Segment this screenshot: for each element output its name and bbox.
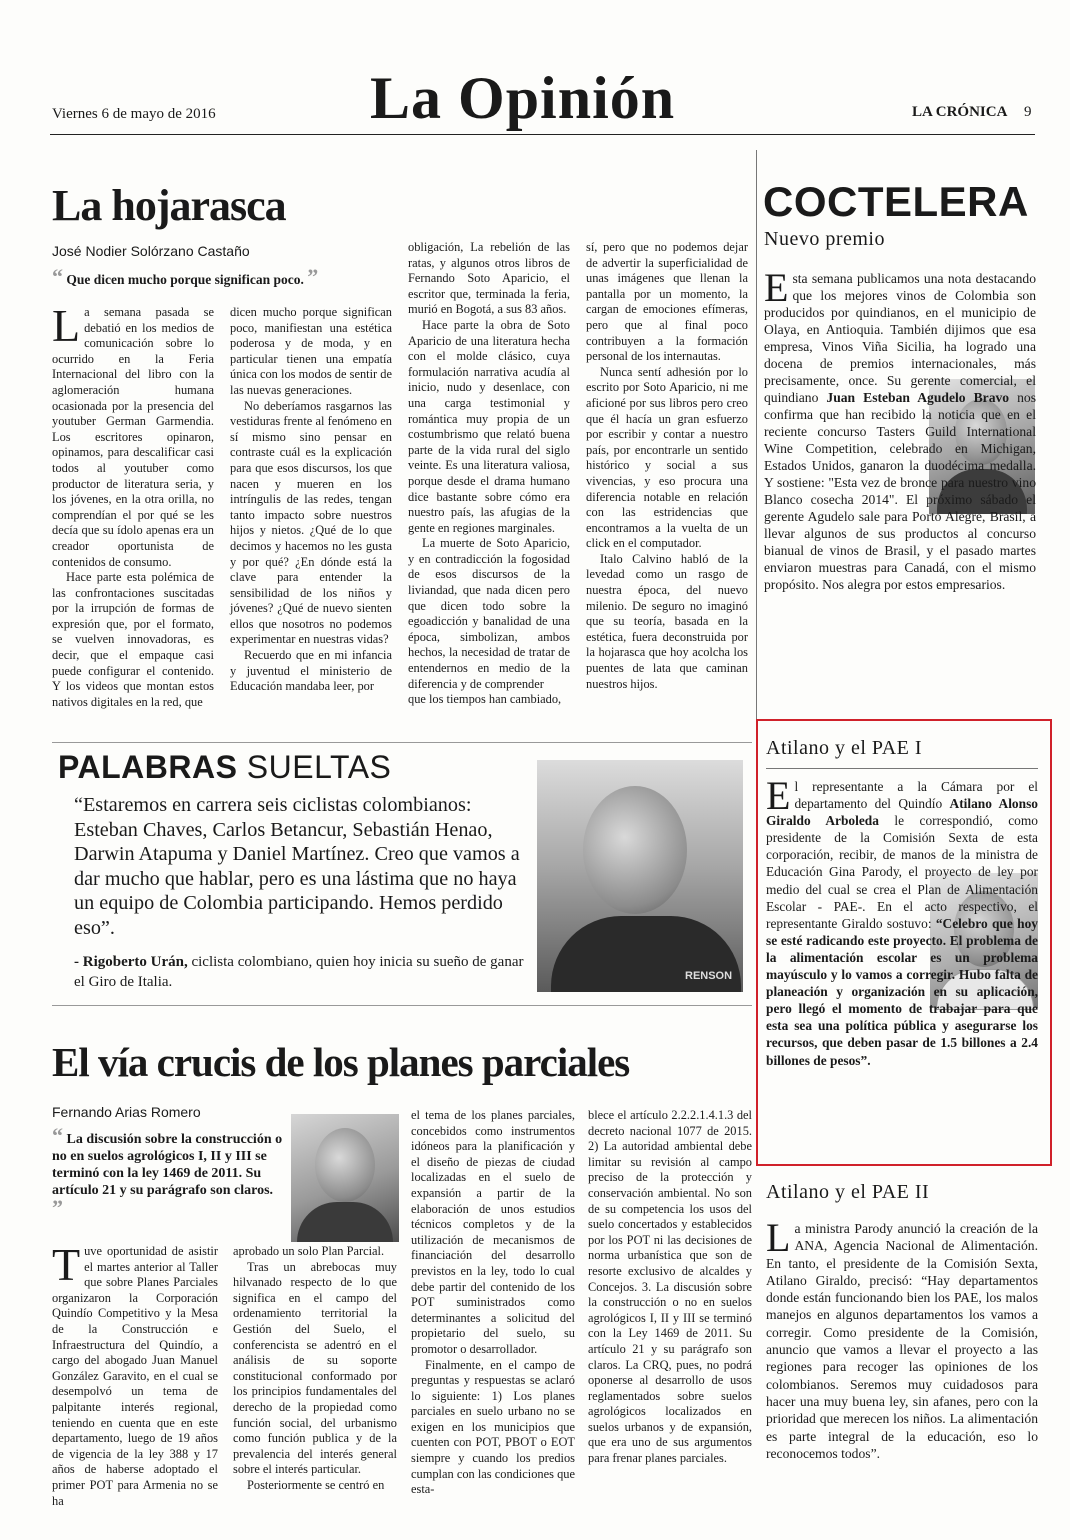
open-quote-icon: “: [52, 1123, 63, 1148]
palabras-quote: “Estaremos en carrera seis ciclistas colombianos: Esteban Chaves, Carlos Betancur, Sebastián Henao, Darwin Atapuma y Daniel Martínez. Creo que vamos a dar mucho que hablar, pero es una lástima que no haya un equipo de Colombia participando. Hemos perdido eso”.: [74, 794, 520, 939]
bold-name: Atilano Alonso Giraldo Arboleda: [766, 796, 1038, 829]
dropcap: L: [766, 1215, 791, 1260]
face-shape: [583, 786, 687, 914]
dropcap: E: [764, 265, 789, 310]
pullquote-text: Que dicen mucho porque significan poco.: [66, 272, 304, 287]
masthead: La Opinión: [370, 65, 676, 131]
paragraph: que los tiempos han cambiado,: [408, 692, 562, 707]
dropcap: L: [52, 300, 81, 351]
bold-name: Juan Esteban Agudelo Bravo: [826, 390, 1010, 405]
coctelera-subtitle: Nuevo premio: [764, 228, 885, 250]
article-author: José Nodier Solórzano Castaño: [52, 243, 250, 259]
paragraph: Posteriormente se centró en: [247, 1477, 385, 1492]
body-text: nos confirma que han recibido la noticia que en el reciente concurso Tasters Guild International Wine Competition, celebrado en Michigan, Estados Unidos, ganaron la duodécima medalla. Y sostiene: "Esta vez de bronce para nuestro vino Blanco cosecha 2014". El próximo sábado el gerente Agudelo sale para Porto Alegre, Brasil, a llevar algunos de sus productos al concurso bianual de vinos de Brasil, y el pasado martes enviaron muestras para Canadá, con el mismo propósito. Nos alegra por estos empresarios.: [764, 390, 1037, 592]
pae1-body: [766, 773, 1038, 1069]
palabras-title: [58, 749, 391, 786]
paragraph: No deberíamos rasgarnos las vestiduras frente al fenómeno en sí mismo sino pensar en contraste cuál es la explicación para que esos discursos, los que nacen y mueren en los intríngulis de las redes, tengan tanto impacto sobre nuestros hijos y nietos. ¿Qué de lo que decimos y hacemos no les gusta y por qué? ¿En dónde está la clave para entender la sensibilidad de los niños y jóvenes? ¿Qué de nuevo sienten ellos que nosotros no podemos experimentar en nuestras vidas?: [230, 398, 392, 647]
body-text: a ministra Parody anunció la creación de la ANA, Agencia Nacional de Alimentación. En tanto, el presidente de la Comisión Sexta, Atilano Giraldo, precisó: “Hay departamentos donde están funcionando bien los PAE, los malos manejos en algunos departamentos los vamos a corregir. Como presidente de la Comisión, anuncio que vamos a llevar el proyecto a las regiones para recoger las opiniones de los colombianos. Seremos muy cuidadosos para hacer una muy buena ley, sin afanes, pero con la prioridad que merecen los niños. La alimentación es parte integral de la educación, eso lo reconocemos todos”.: [766, 1221, 1038, 1461]
dropcap: E: [766, 773, 791, 818]
portrait-photo-uran: [537, 760, 743, 992]
edition-date: Viernes 6 de mayo de 2016: [52, 106, 216, 122]
jersey-text: RENSON: [685, 970, 733, 982]
paragraph: aprobado un solo Plan Parcial.: [233, 1244, 385, 1258]
pullquote: [52, 264, 318, 290]
paragraph: dicen mucho porque significan poco, manifiestan una estética poderosa y de moda, y en particular tienen una empatía única con los modos de sentir de las nuevas generaciones.: [230, 305, 392, 397]
shoulders-shape: [297, 1202, 393, 1242]
pullquote-text: La discusión sobre la construcción o no en suelos agrológicos I, II y III se terminó con la ley 1469 de 2011. Su artículo 21 y su parágrafo son claros.: [52, 1132, 283, 1198]
viacrucis-column-3: [411, 1108, 575, 1498]
pae2-body: [766, 1215, 1038, 1462]
attribution-rest: ciclista colombiano, quien hoy inicia su sueño de ganar el Giro de Italia.: [74, 954, 524, 990]
paragraph: obligación, La rebelión de las ratas, y algunos otros libros de Fernando Soto Aparicio, el escritor que, terminada la feria, murió en Bogotá, a sus 83 años.: [408, 240, 570, 317]
viacrucis-column-1: [52, 1239, 218, 1509]
bold-quote: “Celebro que hoy se esté radicando este proyecto. El problema de la alimentación escolar es un problema mayúsculo y lo vamos a corregir. Hubo falta de planeación y organización en su aplicación, pero llegó el momento de trabajar para que esta sea una política pública y asegurarse los recursos, que deben pasar de 1.5 billones a 2.4 billones de pesos”.: [766, 915, 1038, 1068]
coctelera-body: [764, 265, 1037, 593]
paragraph: Hace parte la obra de Soto Aparicio de una literatura hecha con el molde clásico, cuya formulación narrativa acudía al inicio, nudo y desenlace, con una carga testimonial y romántica muy propia de un costumbrismo que relató buena parte de la vida rural del siglo veinte. Es una literatura valiosa, porque desde el drama humano dice bastante sobre cómo era nuestro país, las afugias de la gente en regiones marginales.: [408, 317, 570, 535]
hojarasca-column-4: [586, 240, 748, 692]
open-quote-icon: “: [52, 264, 63, 289]
face-shape: [315, 1128, 375, 1202]
section-rule: [52, 742, 752, 743]
paragraph: a semana pasada se debatió en los medios de comunicación sobre lo ocurrido en la Feria Internacional del libro con la aglomeración humana ocasionada por la presencia del youtuber German Garmendia. Los escritores opinaron, opinamos, para descalificar casi todos al youtuber como productor de literatura seria, y los jóvenes, en la otra orilla, no comprendían el por qué se les decía que su ídolo apenas era un creador oportunista de contenidos de consumo.: [52, 305, 214, 569]
viacrucis-pullquote: [52, 1123, 284, 1220]
hojarasca-column-3: [408, 240, 570, 708]
palabras-title-bold: PALABRAS: [58, 749, 238, 785]
viacrucis-title: El vía crucis de los planes parciales: [52, 1039, 630, 1085]
paragraph: uve oportunidad de asistir el martes anterior al Taller que sobre Planes Parciales organizaron la Corporación Quindío Competitivo y la Mesa de la Construcción e Infraestructura del Quindío, a cargo del abogado Juan Manuel González Garavito, en el cual se desempolvó un tema de palpitante interés regional, teniendo en cuenta que en este departamento, luego de 19 años de vigencia de la ley 388 y 17 años de haberse adoptado el primer POT para Armenia no se ha: [52, 1244, 218, 1508]
article-title: La hojarasca: [52, 181, 286, 230]
viacrucis-column-4: [588, 1108, 752, 1467]
paragraph: Italo Calvino habló de la levedad como un rasgo de nuestra época, del nuevo milenio. De seguro no imaginó que su teoría, basada en la estética, fuera deconstruida por la hojarasca que hoy acolcha los puentes de lata que caminan nuestros hijos.: [586, 551, 748, 691]
paragraph: La muerte de Soto Aparicio, y en contradicción la fogosidad de esos discursos de la liviandad, que nada dicen pero que dicen todo sobre la egoadicción y banalidad de una época, simbolizan, ambos hechos, la necesidad de tratar de entendernos en medio de la diferencia y de comprender: [408, 536, 570, 691]
dropcap: T: [52, 1239, 81, 1290]
body-text: l representante a la Cámara por el departamento del Quindío: [794, 779, 1038, 812]
hojarasca-column-1: [52, 300, 214, 710]
header-rule: [50, 134, 1035, 135]
paragraph: Nunca sentí adhesión por lo escrito por Soto Aparicio, ni me aficioné por sus libros pero creo que él hacía un gran esfuerzo por escribir y contar a nuestro país, por encontrarle un sentido histórico y social a sus vivencias, y eso procura una diferencia notable en relación con las estridencias que encontramos a la vuelta de un click en el computador.: [586, 364, 748, 551]
body-text: sta semana publicamos una nota destacando que los mejores vinos de Colombia son producidos por quindianos, en el municipio de Olaya, en Antioquia. También dijimos que esa empresa, Vinos Viña Sicilia, ha logrado una docena de premios internacionales, más precisamente, once. Su gerente comercial, el quindiano: [764, 271, 1036, 405]
pae2-title: Atilano y el PAE II: [766, 1181, 930, 1203]
hojarasca-column-2: [230, 305, 392, 695]
paragraph: Tras un abrebocas muy hilvanado respecto de lo que significa en el campo del ordenamiento territorial la Gestión del Suelo, el conferencista se adentró en el análisis de su soporte constitucional conformado por los principios fundamentales del derecho de la propiedad como función social, del urbanismo como función publica y de la prevalencia del interés general sobre el interés particular.: [233, 1259, 397, 1477]
column-divider: [756, 150, 757, 735]
coctelera-title: COCTELERA: [763, 178, 1029, 225]
viacrucis-author: Fernando Arias Romero: [52, 1104, 201, 1120]
title-rule: [766, 768, 1038, 769]
section-name: LA CRÓNICA: [912, 104, 1008, 120]
viacrucis-column-2: [233, 1244, 397, 1494]
close-quote-icon: ”: [307, 264, 319, 289]
palabras-attribution: [74, 952, 534, 992]
portrait-photo-arias: [291, 1114, 399, 1242]
attribution-name: - Rigoberto Urán,: [74, 954, 188, 970]
paragraph: sí, pero que no podemos dejar de advertir la superficialidad de unas imágenes que llenan la pantalla por un momento, la cargan de emociones efímeras, pero que al final poco contribuyen a la formación personal de los internautas.: [586, 240, 748, 364]
body-text: le correspondió, como presidente de la Comisión Sexta de esta corporación, recibir, de manos de la ministra de Educación Gina Parody, el proyecto de ley por medio del cual se crea el Plan de Alimentación Escolar - PAE-. En el acto respectivo, el representante Giraldo sostuvo:: [766, 813, 1038, 931]
paragraph: el tema de los planes parciales, concebidos como instrumentos idóneos para la planificación y el diseño de piezas de ciudad localizadas en el suelo de expansión a partir de la elaboración de unos estudios técnicos completos y de la utilización de mecanismos de financiación del desarrollo previstos en la ley, todo lo cual debe partir del contenido de los POT suministrados como determinantes a solicitud del propietario del suelo, su promotor o desarrollador.: [411, 1108, 575, 1356]
palabras-title-light: SUELTAS: [246, 749, 392, 785]
pae1-title: Atilano y el PAE I: [766, 737, 923, 759]
paragraph: Finalmente, en el campo de preguntas y respuestas se aclaró lo siguiente: 1) Los planes parciales en suelo urbano no se exigen en los municipios que cuenten con POT, PBOT o EOT siempre y cuando los predios cumplan con las condiciones que esta-: [411, 1357, 575, 1497]
paragraph: blece el artículo 2.2.2.1.4.1.3 del decreto nacional 1077 de 2015. 2) La autoridad ambiental debe limitar su revisión al campo preciso de la protección y conservación ambiental. No son de su competencia los usos del suelo concertados y establecidos por los POT ni las decisiones de norma urbanística que son de resorte exclusivo de alcaldes y Concejos. 3. La discusión sobre la construcción o no en suelos agrológicos I, II y III se terminó con la Ley 1469 de 2011. Su artículo 21 y su parágrafo son claros. La CRQ, pues, no podrá oponerse al desarrollo de usos reglamentados sobre suelos agrológicos localizados en suelos urbanos y de expansión, que era uno de sus argumentos para frenar planes parciales.: [588, 1108, 752, 1466]
paragraph: Hace parte esta polémica de las confrontaciones suscitadas por la irrupción de formas de expresión que, por el formato, se vuelven innovadoras, es decir, que el empaque casi puede configurar el contenido. Y los videos que montan estos nativos digitales en la red, que: [52, 570, 214, 709]
close-quote-icon: ”: [52, 1195, 63, 1220]
page-number: 9: [1024, 104, 1032, 120]
section-rule: [52, 1005, 752, 1006]
paragraph: Recuerdo que en mi infancia y juventud el ministerio de Educación mandaba leer, por: [230, 648, 392, 694]
